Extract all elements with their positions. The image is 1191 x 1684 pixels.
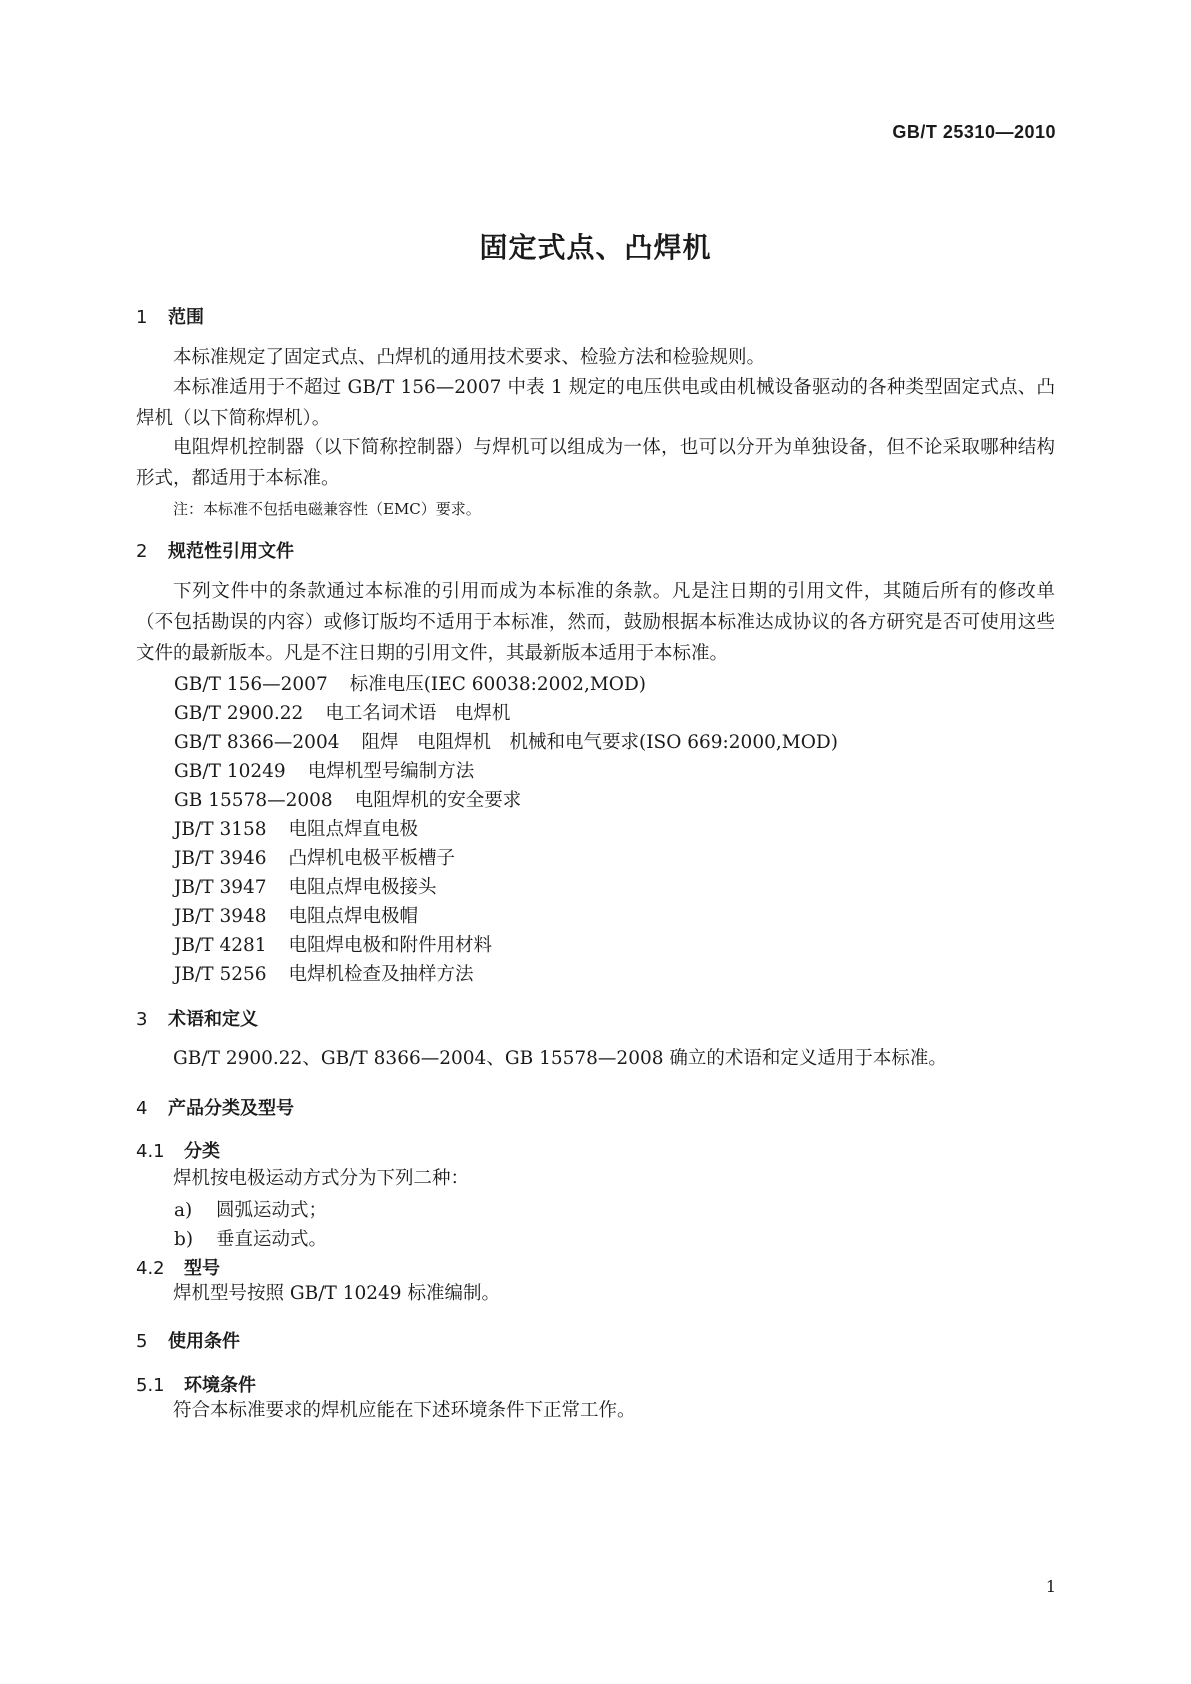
reference-item <box>174 902 418 928</box>
section-4-heading <box>136 1094 294 1120</box>
subsection-title: 环境条件 <box>184 1375 256 1396</box>
reference-title: 电阻点焊电极帽 <box>288 906 419 927</box>
reference-item <box>174 873 437 899</box>
note: 注：本标准不包括电磁兼容性（EMC）要求。 <box>173 500 481 518</box>
reference-title: 电焊机型号编制方法 <box>307 761 475 782</box>
reference-code: GB 15578—2008 <box>174 790 333 811</box>
reference-code: JB/T 3158 <box>174 819 267 840</box>
page-number: 1 <box>1045 1577 1056 1596</box>
subsection-5-1-heading <box>136 1371 256 1397</box>
reference-code: JB/T 3947 <box>174 877 267 898</box>
subsection-number: 4.2 <box>136 1258 165 1279</box>
reference-code: GB/T 8366—2004 <box>174 732 340 753</box>
standard-code: GB/T 25310—2010 <box>892 122 1056 142</box>
section-number: 5 <box>136 1331 148 1352</box>
section-number: 2 <box>136 541 148 562</box>
section-title: 规范性引用文件 <box>168 541 294 562</box>
subsection-4-1-heading <box>136 1137 220 1163</box>
reference-code: JB/T 3946 <box>174 848 267 869</box>
reference-item <box>174 728 838 754</box>
reference-code: JB/T 4281 <box>174 935 267 956</box>
list-item-text: 圆弧运动式； <box>216 1200 328 1221</box>
reference-item <box>174 757 474 783</box>
reference-item <box>174 844 455 870</box>
list-item-label: b) <box>174 1229 194 1250</box>
section-title: 范围 <box>168 307 204 328</box>
reference-code: GB/T 10249 <box>174 761 286 782</box>
reference-item <box>174 960 474 986</box>
section-title: 产品分类及型号 <box>168 1098 294 1119</box>
section-2-heading <box>136 537 294 563</box>
paragraph: 下列文件中的条款通过本标准的引用而成为本标准的条款。凡是注日期的引用文件，其随后所有的修改单（不包括勘误的内容）或修订版均不适用于本标准，然而，鼓励根据本标准达成协议的各方研究是否可使用这些文件的最新版本。凡是不注日期的引用文件，其最新版本适用于本标准。 <box>136 581 1055 664</box>
subsection-title: 型号 <box>184 1258 220 1279</box>
reference-item <box>174 699 510 725</box>
paragraph: 电阻焊机控制器（以下简称控制器）与焊机可以组成为一体，也可以分开为单独设备，但不论采取哪种结构形式，都适用于本标准。 <box>136 437 1055 489</box>
document-title: 固定式点、凸焊机 <box>479 231 712 264</box>
reference-item <box>174 931 492 957</box>
paragraph: 符合本标准要求的焊机应能在下述环境条件下正常工作。 <box>173 1400 636 1421</box>
reference-title: 电阻点焊直电极 <box>288 819 419 840</box>
paragraph: GB/T 2900.22、GB/T 8366—2004、GB 15578—2008 确立的术语和定义适用于本标准。 <box>173 1048 947 1069</box>
reference-code: GB/T 2900.22 <box>174 703 304 724</box>
section-title: 术语和定义 <box>168 1009 258 1030</box>
list-item-text: 垂直运动式。 <box>216 1229 328 1250</box>
paragraph: 焊机按电极运动方式分为下列二种： <box>173 1168 470 1189</box>
reference-title: 电焊机检查及抽样方法 <box>288 964 474 985</box>
reference-code: JB/T 5256 <box>174 964 267 985</box>
reference-title: 电阻焊机的安全要求 <box>354 790 522 811</box>
section-title: 使用条件 <box>168 1331 240 1352</box>
reference-code: GB/T 156—2007 <box>174 674 328 695</box>
reference-title: 电阻点焊电极接头 <box>288 877 437 898</box>
list-item <box>174 1225 327 1251</box>
section-1-heading <box>136 303 204 329</box>
list-item <box>174 1196 327 1222</box>
subsection-number: 5.1 <box>136 1375 165 1396</box>
subsection-title: 分类 <box>184 1141 220 1162</box>
section-number: 3 <box>136 1009 148 1030</box>
reference-title: 电工名词术语 电焊机 <box>325 703 511 724</box>
section-5-heading <box>136 1327 240 1353</box>
paragraph: 本标准适用于不超过 GB/T 156—2007 中表 1 规定的电压供电或由机械设备驱动的各种类型固定式点、凸焊机（以下简称焊机）。 <box>136 377 1055 429</box>
paragraph: 焊机型号按照 GB/T 10249 标准编制。 <box>173 1283 500 1304</box>
subsection-4-2-heading <box>136 1254 220 1280</box>
list-item-label: a) <box>174 1200 193 1221</box>
reference-title: 标准电压(IEC 60038:2002,MOD) <box>349 674 646 695</box>
section-number: 1 <box>136 307 148 328</box>
reference-title: 凸焊机电极平板槽子 <box>288 848 456 869</box>
subsection-number: 4.1 <box>136 1141 165 1162</box>
reference-item <box>174 815 418 841</box>
reference-title: 电阻焊电极和附件用材料 <box>288 935 493 956</box>
section-3-heading <box>136 1005 258 1031</box>
reference-item <box>174 786 521 812</box>
paragraph: 本标准规定了固定式点、凸焊机的通用技术要求、检验方法和检验规则。 <box>173 347 766 368</box>
section-number: 4 <box>136 1098 148 1119</box>
reference-code: JB/T 3948 <box>174 906 267 927</box>
reference-item <box>174 670 646 696</box>
reference-title: 阻焊 电阻焊机 机械和电气要求(ISO 669:2000,MOD) <box>361 732 838 753</box>
